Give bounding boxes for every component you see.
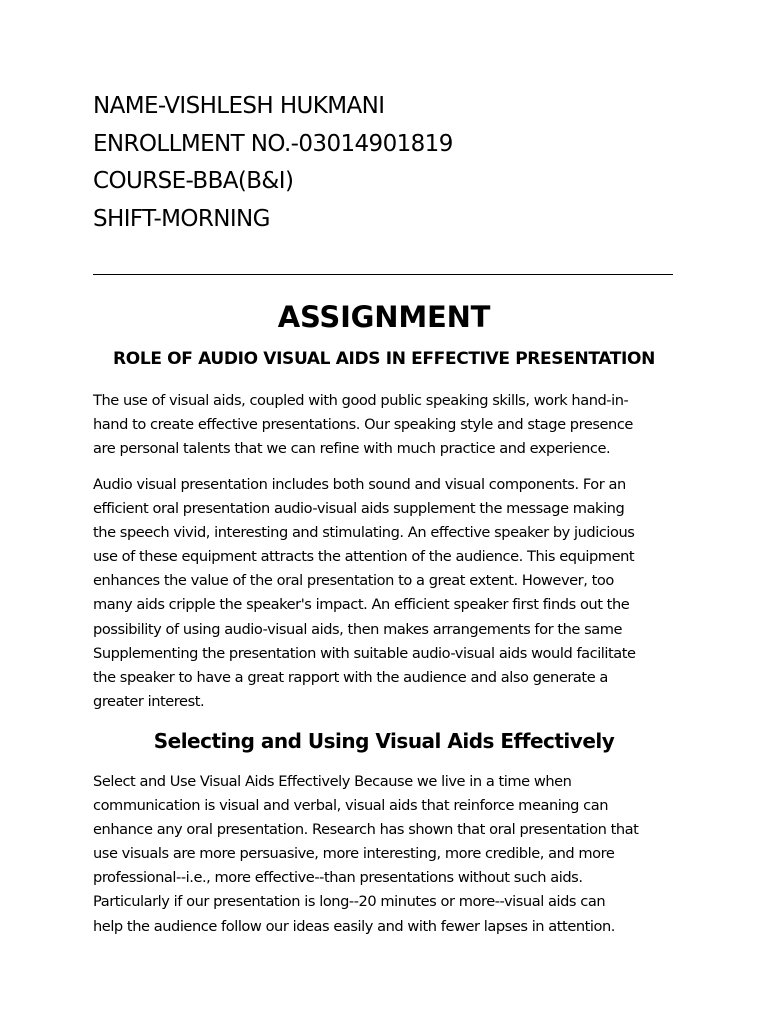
paragraph-line: professional--i.e., more effective--than presentations without such aids. <box>93 869 583 887</box>
paragraph-line: Particularly if our presentation is long--20 minutes or more--visual aids can <box>93 893 606 911</box>
student-details <box>93 88 693 238</box>
paragraph-line: are personal talents that we can refine with much practice and experience. <box>93 440 611 458</box>
paragraph-selecting-visual-aids <box>93 770 683 939</box>
paragraph-line: possibility of using audio-visual aids, then makes arrangements for the same <box>93 620 623 638</box>
course-name: COURSE-BBA(B&I) <box>93 168 294 194</box>
paragraph-line: efficient oral presentation audio-visual aids supplement the message making <box>93 500 625 518</box>
paragraph-line: The use of visual aids, coupled with good public speaking skills, work hand-in- <box>93 392 629 409</box>
paragraph-line: enhance any oral presentation. Research has shown that oral presentation that <box>93 821 639 839</box>
paragraph-line: help the audience follow our ideas easily and with fewer lapses in attention. <box>93 917 615 935</box>
section-heading: Selecting and Using Visual Aids Effectively <box>153 729 615 753</box>
enrollment-number: ENROLLMENT NO.-03014901819 <box>93 130 453 157</box>
paragraph-audio-visual-presentation <box>93 473 683 714</box>
paragraph-line: many aids cripple the speaker's impact. An efficient speaker first finds out the <box>93 596 630 614</box>
paragraph-line: Audio visual presentation includes both sound and visual components. For an <box>93 476 626 493</box>
shift-name: SHIFT-MORNING <box>93 205 270 232</box>
paragraph-line: hand to create effective presentations. Our speaking style and stage presence <box>93 416 633 434</box>
paragraph-line: Supplementing the presentation with suitable audio-visual aids would facilitate <box>93 644 636 662</box>
document-subtitle: ROLE OF AUDIO VISUAL AIDS IN EFFECTIVE PRESENTATION <box>113 349 655 369</box>
paragraph-visual-aids-intro <box>93 389 683 461</box>
paragraph-line: Select and Use Visual Aids Effectively Because we live in a time when <box>93 773 572 790</box>
paragraph-line: the speech vivid, interesting and stimulating. An effective speaker by judicious <box>93 524 635 542</box>
paragraph-line: the speaker to have a great rapport with the audience and also generate a <box>93 668 608 686</box>
paragraph-line: enhances the value of the oral presentation to a great extent. However, too <box>93 572 614 590</box>
paragraph-line: greater interest. <box>93 692 205 710</box>
paragraph-line: use of these equipment attracts the attention of the audience. This equipment <box>93 548 635 566</box>
horizontal-divider <box>93 274 673 275</box>
document-title: ASSIGNMENT <box>277 300 491 334</box>
paragraph-line: communication is visual and verbal, visual aids that reinforce meaning can <box>93 797 609 815</box>
student-name: NAME-VISHLESH HUKMANI <box>93 93 385 119</box>
paragraph-line: use visuals are more persuasive, more interesting, more credible, and more <box>93 845 615 863</box>
